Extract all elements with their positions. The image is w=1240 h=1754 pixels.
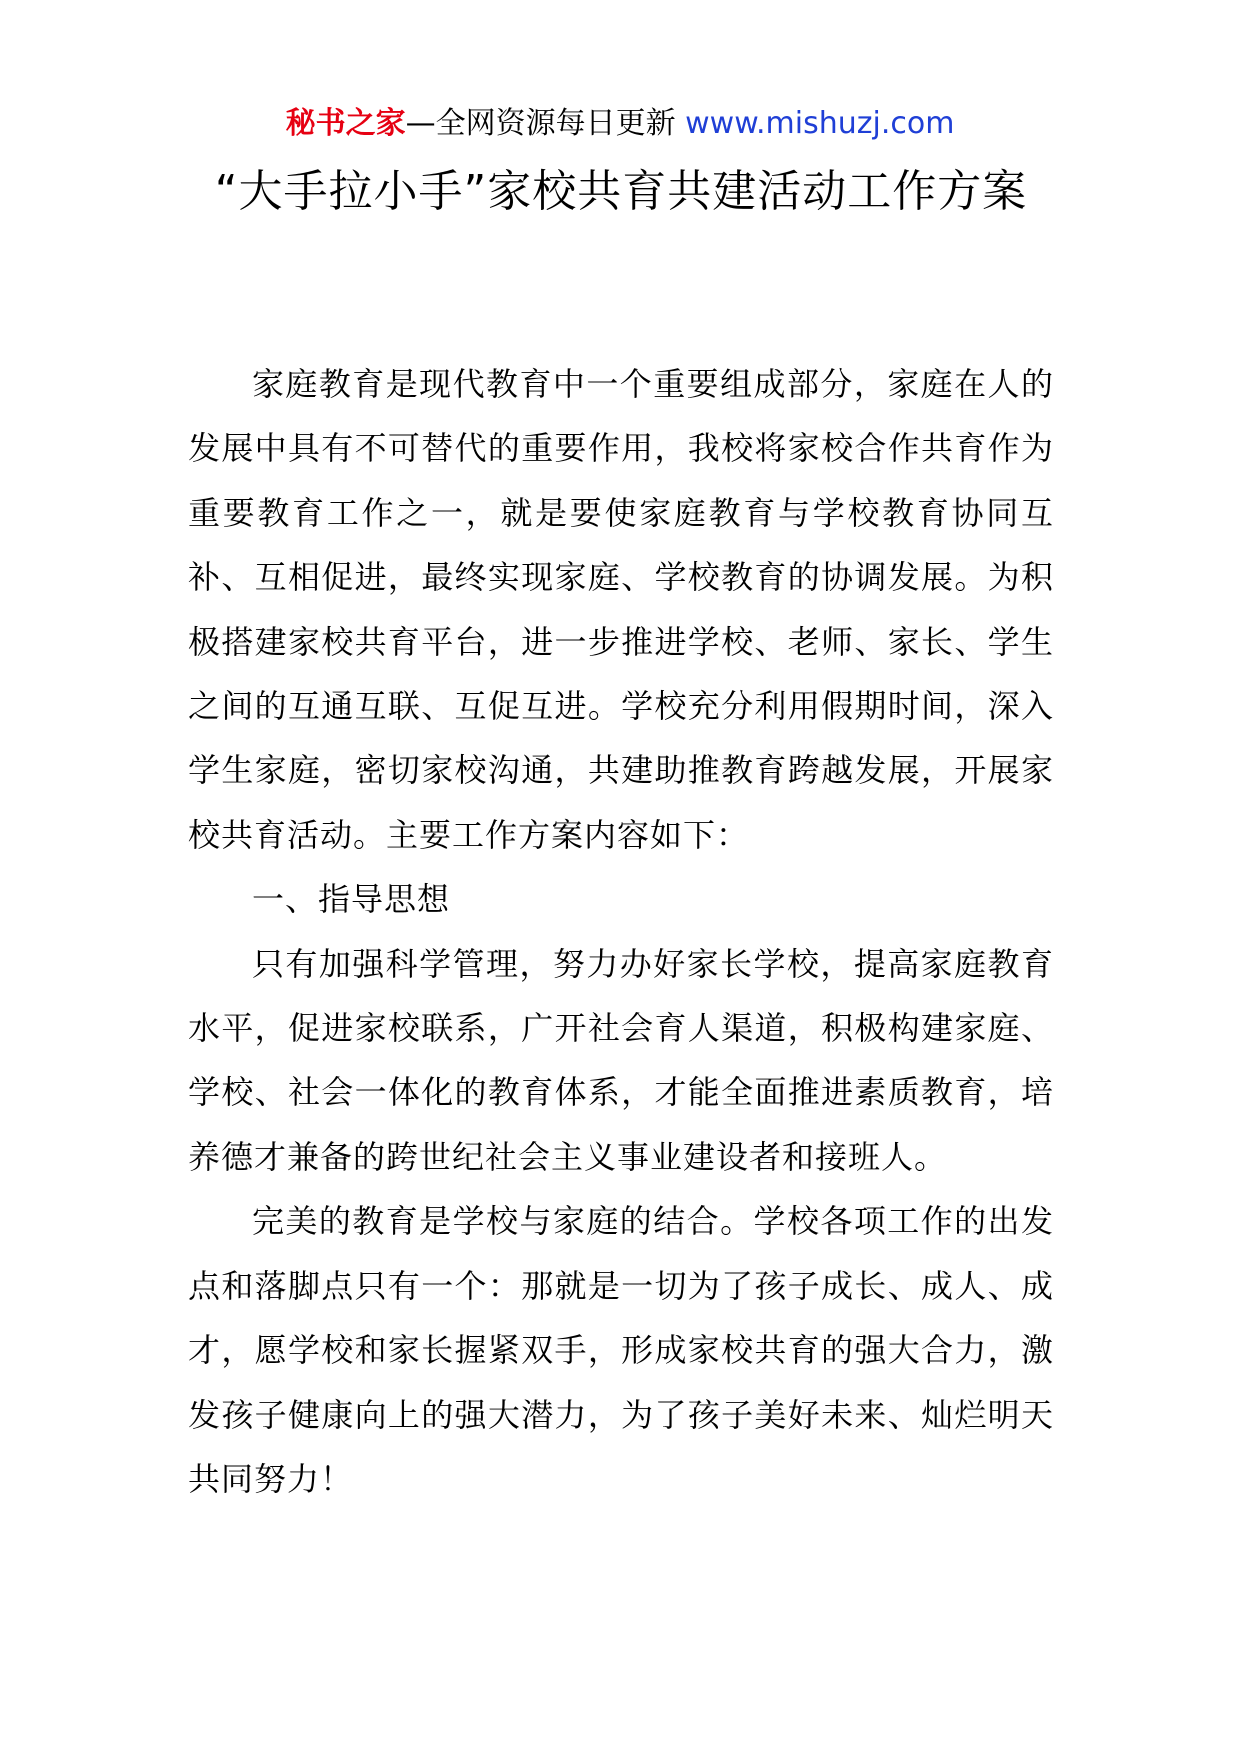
header-tagline: —全网资源每日更新: [405, 106, 686, 141]
brand-name: 秘书之家: [285, 106, 406, 141]
paragraph-intro: 家庭教育是现代教育中一个重要组成部分，家庭在人的发展中具有不可替代的重要作用，我校将家校合作共育作为重要教育工作之一，就是要使家庭教育与学校教育协同互补、互相促进，最终实现家庭、学校教育的协调发展。为积极搭建家校共育平台，进一步推进学校、老师、家长、学生之间的互通互联、互促互进。学校充分利用假期时间，深入学生家庭，密切家校沟通，共建助推教育跨越发展，开展家校共育活动。主要工作方案内容如下：: [188, 365, 1054, 854]
site-url-link[interactable]: www.mishuzj.com: [685, 106, 955, 141]
section-heading-guiding-ideology: 一、指导思想: [252, 880, 451, 919]
paragraph-guiding-ideology: 只有加强科学管理，努力办好家长学校，提高家庭教育水平，促进家校联系，广开社会育人渠道，积极构建家庭、学校、社会一体化的教育体系，才能全面推进素质教育，培养德才兼备的跨世纪社会主义事业建设者和接班人。: [188, 944, 1054, 1176]
site-header: [0, 104, 1240, 144]
document-title: “大手拉小手”家校共育共建活动工作方案: [214, 166, 1028, 217]
paragraph-closing: 完美的教育是学校与家庭的结合。学校各项工作的出发点和落脚点只有一个：那就是一切为了孩子成长、成人、成才，愿学校和家长握紧双手，形成家校共育的强大合力，激发孩子健康向上的强大潜力，为了孩子美好未来、灿烂明天共同努力！: [188, 1202, 1054, 1498]
document-body: [188, 352, 1054, 1511]
